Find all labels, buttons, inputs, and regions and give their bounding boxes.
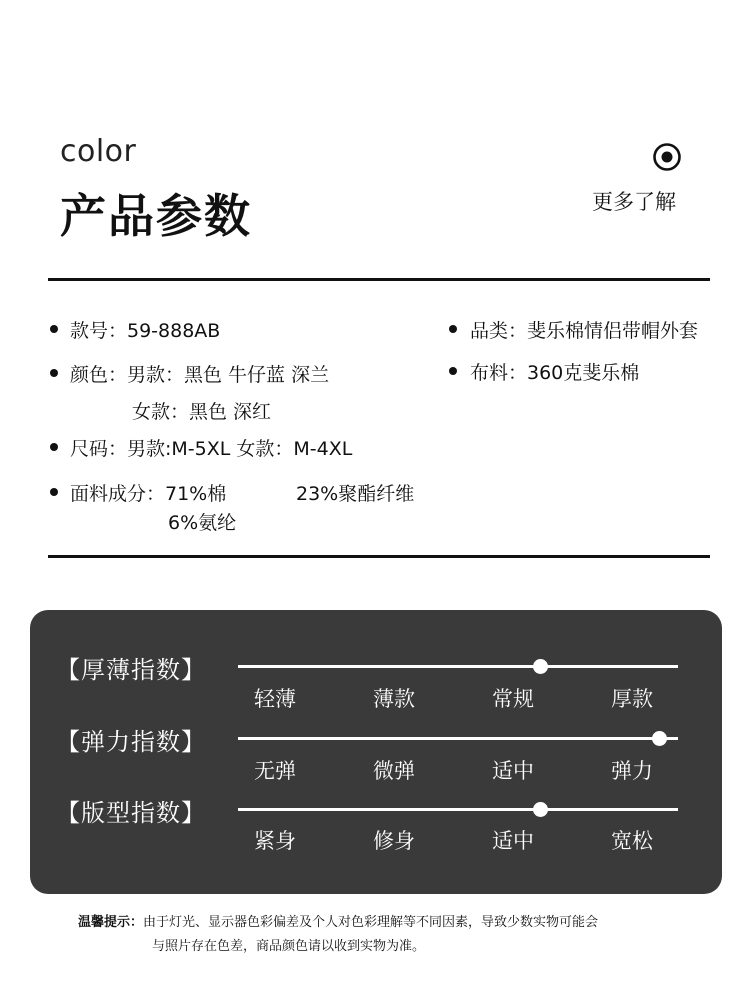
elasticity-index-title: 【弹力指数】	[56, 728, 206, 756]
section-subtitle: color	[60, 134, 137, 169]
thickness-index-title: 【厚薄指数】	[56, 656, 206, 684]
elasticity-tick-label: 无弹	[254, 759, 296, 783]
fit-tick-label: 宽松	[611, 829, 653, 853]
fit-tick-label: 适中	[492, 829, 534, 853]
bullet-dot	[50, 443, 58, 451]
bullet-dot	[449, 367, 457, 375]
elasticity-tick-label: 弹力	[611, 759, 653, 783]
spec-fabric: 布料：360克斐乐棉	[470, 362, 640, 384]
notice-text-1: 由于灯光、显示器色彩偏差及个人对色彩理解等不同因素，导致少数实物可能会	[143, 915, 599, 930]
thickness-tick-label: 厚款	[611, 687, 653, 711]
index-panel	[30, 610, 722, 894]
learn-more-link[interactable]: 更多了解	[592, 190, 676, 214]
bullet-dot	[50, 325, 58, 333]
bullet-dot	[50, 369, 58, 377]
spec-size: 尺码：男款:M-5XL 女款：M-4XL	[70, 438, 353, 460]
bullet-dot	[50, 488, 58, 496]
fit-index-track	[238, 808, 678, 811]
fit-index-marker	[533, 802, 548, 817]
elasticity-tick-label: 适中	[492, 759, 534, 783]
thickness-tick-label: 薄款	[373, 687, 415, 711]
elasticity-index-track	[238, 737, 678, 740]
thickness-tick-label: 轻薄	[254, 687, 296, 711]
elasticity-tick-label: 微弹	[373, 759, 415, 783]
fit-tick-label: 修身	[373, 829, 415, 853]
fit-index-title: 【版型指数】	[56, 799, 206, 827]
spec-color-men: 颜色：男款：黑色 牛仔蓝 深兰	[70, 364, 330, 386]
thickness-tick-label: 常规	[492, 687, 534, 711]
spec-composition-spandex: 6%氨纶	[168, 512, 237, 534]
notice-line-2: 与照片存在色差，商品颜色请以收到实物为准。	[152, 939, 426, 954]
notice-label: 温馨提示：	[78, 915, 144, 930]
thickness-index-marker	[533, 659, 548, 674]
spec-category: 品类：斐乐棉情侣带帽外套	[470, 320, 699, 342]
thickness-index-track	[238, 665, 678, 668]
elasticity-index-marker	[652, 731, 667, 746]
spec-style-number: 款号：59-888AB	[70, 320, 221, 342]
spec-composition-polyester: 23%聚酯纤维	[296, 483, 415, 505]
bullet-dot	[449, 325, 457, 333]
page-title: 产品参数	[60, 189, 252, 243]
notice-line-1	[78, 911, 598, 930]
divider-bottom	[48, 555, 710, 558]
spec-color-women: 女款：黑色 深红	[132, 401, 272, 423]
spec-composition: 面料成分：71%棉	[70, 483, 227, 505]
divider-top	[48, 278, 710, 281]
target-dot-icon[interactable]	[652, 142, 682, 172]
fit-tick-label: 紧身	[254, 829, 296, 853]
